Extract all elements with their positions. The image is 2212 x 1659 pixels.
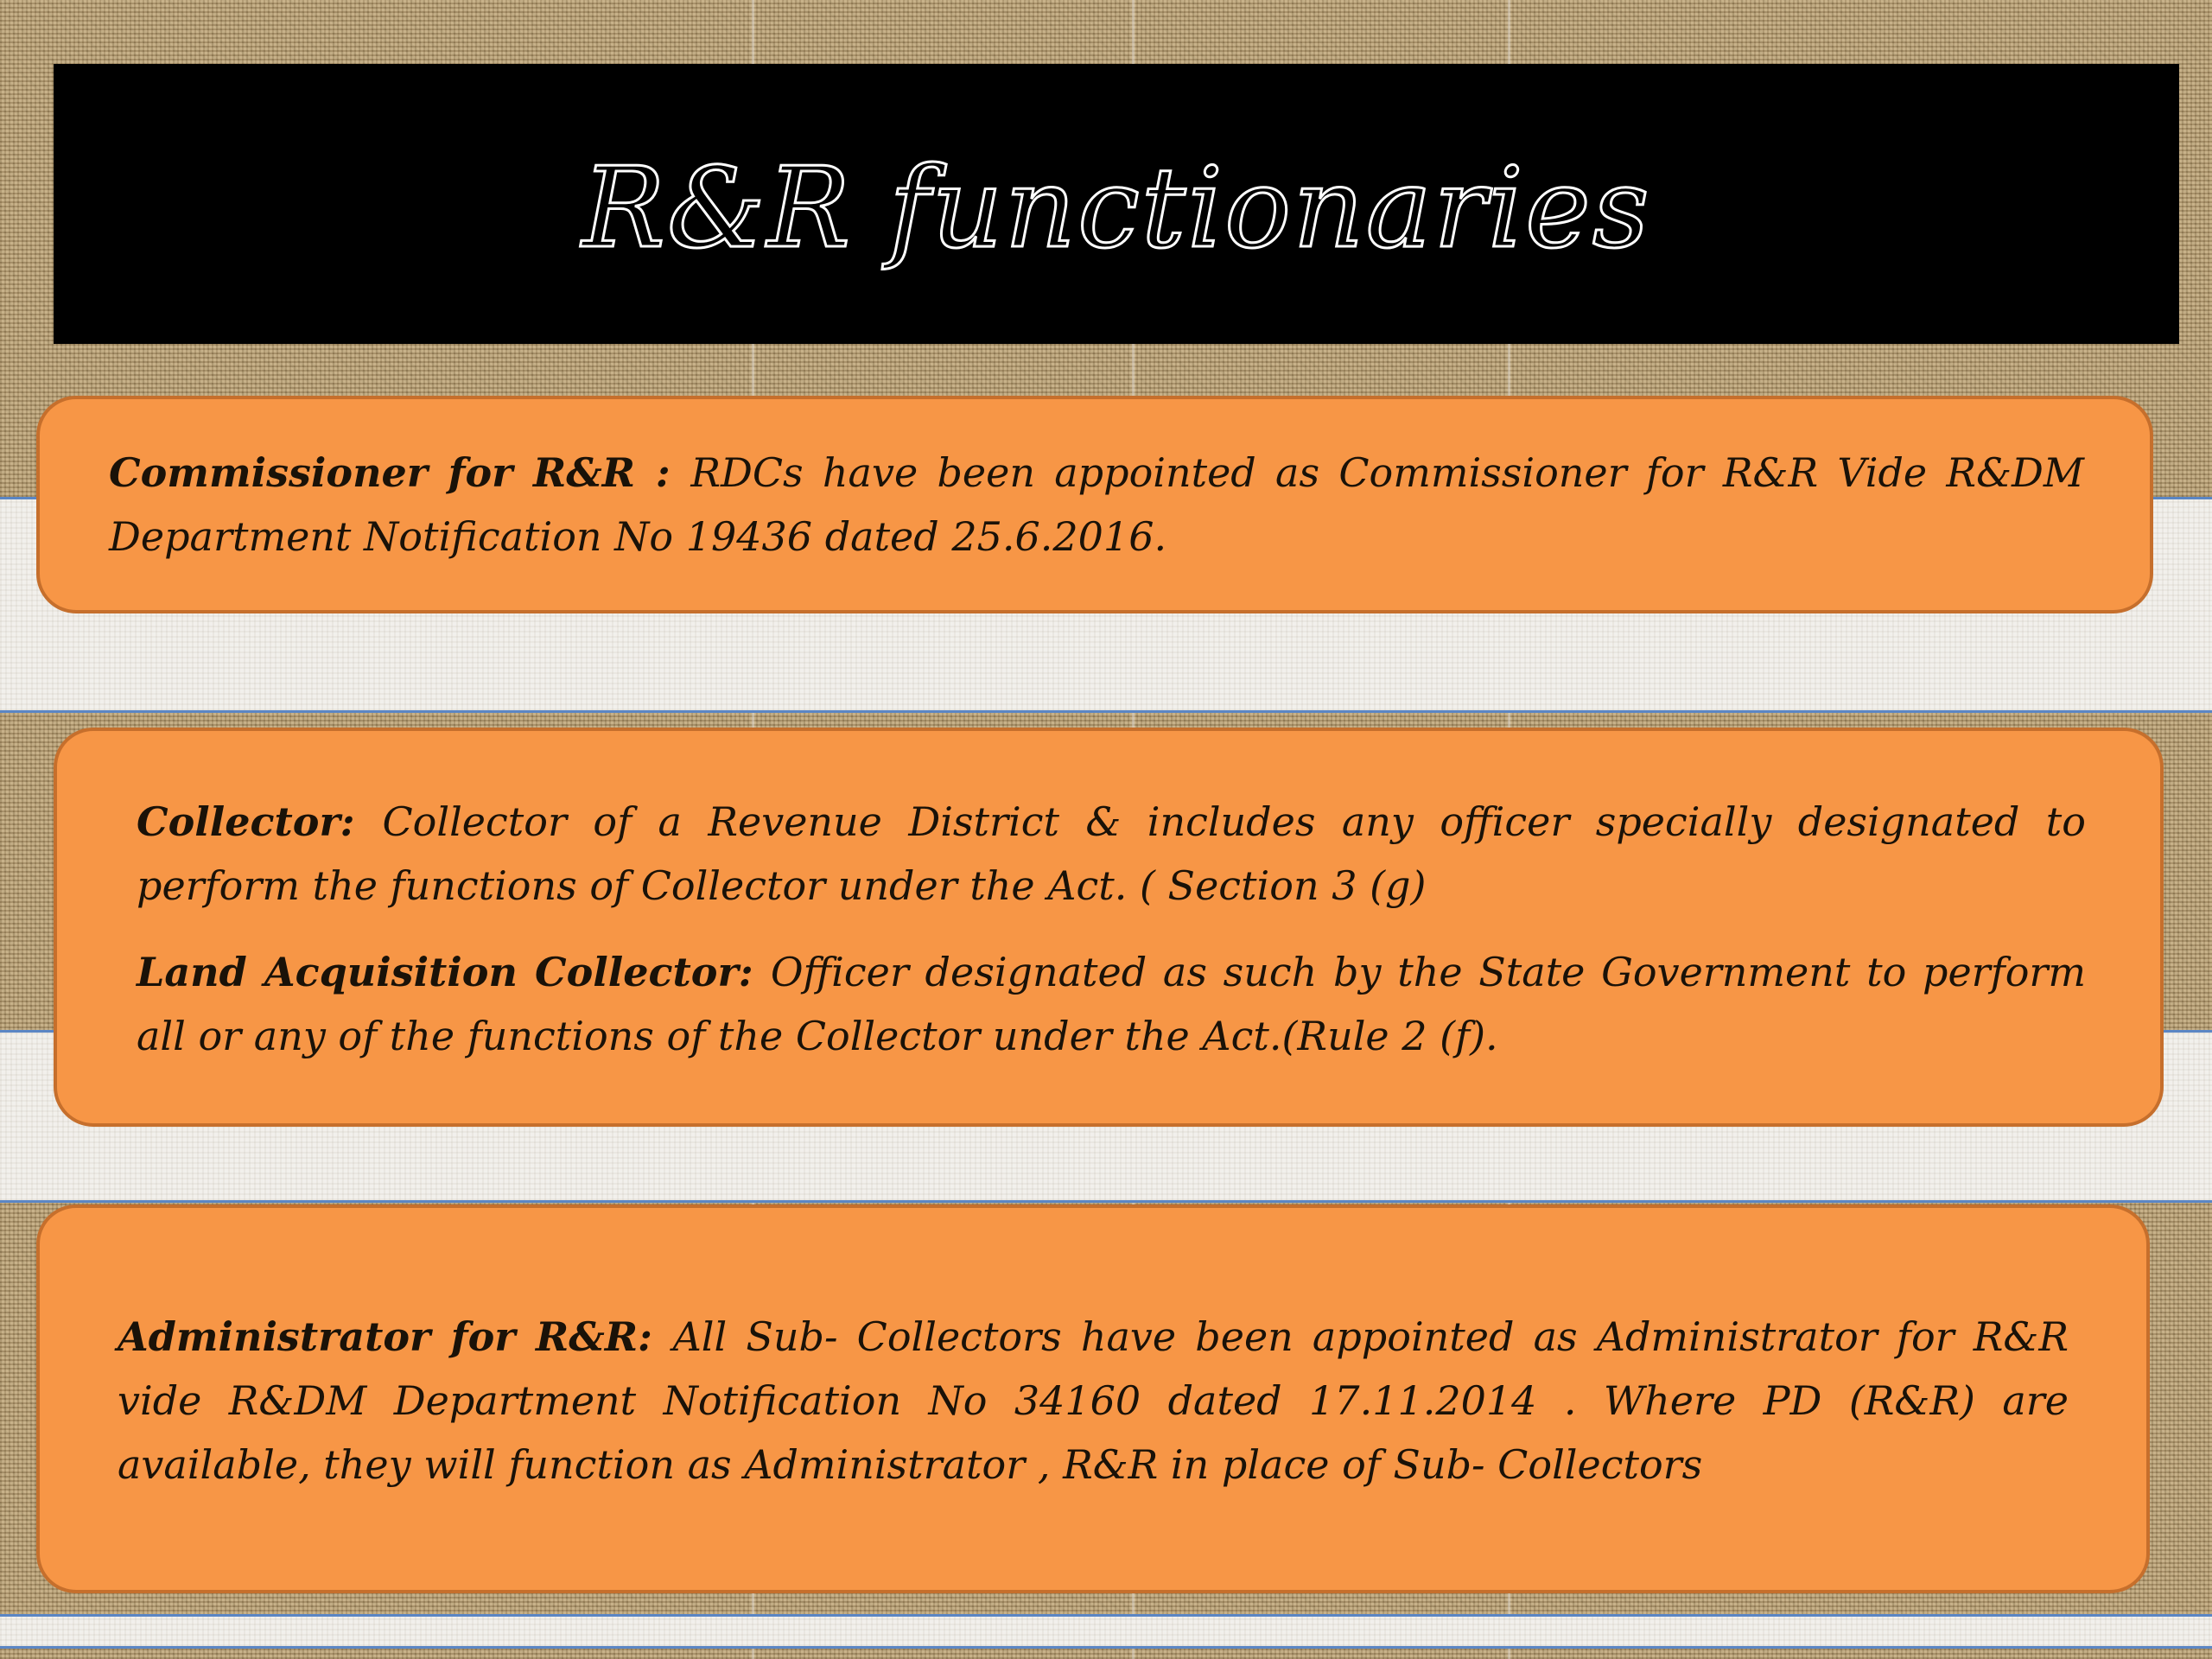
slide-title: R&R functionaries xyxy=(582,143,1651,273)
land-acquisition-label: Land Acquisition Collector: xyxy=(137,949,771,995)
collector-label: Collector: xyxy=(137,798,383,845)
commissioner-box xyxy=(36,396,2153,613)
commissioner-paragraph xyxy=(109,441,2084,569)
collector-paragraph xyxy=(137,790,2086,918)
administrator-text: All Sub- Collectors have been appointed as Administrator for R&R vide R&DM Department Notification No 34160 dated 17.11.2014 . Where PD (R&R) are available, they will function as Administrator , R&R in place of Sub- Collectors xyxy=(118,1313,2069,1488)
collector-text: Collector of a Revenue District & includes any officer specially designated to perform the functions of Collector under the Act. ( Section 3 (g) xyxy=(137,798,2086,909)
administrator-box xyxy=(36,1205,2150,1593)
title-bar xyxy=(54,64,2179,344)
background-band xyxy=(0,1614,2212,1649)
commissioner-label: Commissioner for R&R : xyxy=(109,449,691,496)
collector-box xyxy=(54,728,2164,1127)
land-acquisition-paragraph xyxy=(137,940,2086,1068)
commissioner-text: RDCs have been appointed as Commissioner for R&R Vide R&DM Department Notification No 19436 dated 25.6.2016. xyxy=(109,449,2084,560)
administrator-label: Administrator for R&R: xyxy=(118,1313,673,1360)
land-acquisition-text: Officer designated as such by the State Government to perform all or any of the functions of the Collector under the Act.(Rule 2 (f). xyxy=(137,949,2086,1059)
administrator-paragraph xyxy=(118,1305,2069,1497)
